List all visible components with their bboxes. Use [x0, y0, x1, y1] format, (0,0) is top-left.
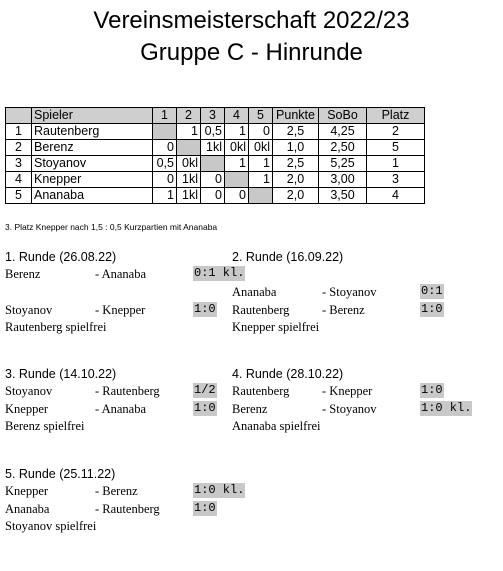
row-number: 1 [6, 124, 32, 140]
player-name: Ananaba [32, 188, 153, 204]
row-number: 2 [6, 140, 32, 156]
game-cell: 0 [153, 140, 177, 156]
col-header-platz: Platz [367, 108, 425, 124]
player-white: Berenz [232, 402, 268, 416]
round-heading: 5. Runde (25.11.22) [5, 467, 116, 481]
game-result: 1:0 kl. [421, 401, 472, 415]
player-black: - Rautenberg [95, 384, 160, 398]
game-result: 1:0 [421, 302, 443, 316]
round-4 [232, 366, 494, 434]
player-white: Knepper [5, 402, 49, 416]
game-row [5, 482, 265, 500]
self-cell [201, 156, 225, 172]
game-cell: 0,5 [153, 156, 177, 172]
row-number: 5 [6, 188, 32, 204]
player-black: - Stoyanov [322, 402, 377, 416]
col-header-spieler: Spieler [32, 108, 153, 124]
col-header-3: 3 [201, 108, 225, 124]
game-cell: 1 [249, 156, 273, 172]
col-header-sobo: SoBo [319, 108, 367, 124]
points-cell: 2,5 [273, 124, 319, 140]
game-result: 1:0 [421, 383, 443, 397]
col-header-punkte: Punkte [273, 108, 319, 124]
standings-table [5, 107, 425, 204]
game-result: 0:1 kl. [194, 266, 245, 280]
platz-cell: 2 [367, 124, 425, 140]
self-cell [153, 124, 177, 140]
game-cell: 1 [153, 188, 177, 204]
self-cell [177, 140, 201, 156]
platz-cell: 1 [367, 156, 425, 172]
sobo-cell: 4,25 [319, 124, 367, 140]
sobo-cell: 3,00 [319, 172, 367, 188]
game-cell: 0 [249, 124, 273, 140]
sobo-cell: 3,50 [319, 188, 367, 204]
game-cell: 0 [153, 172, 177, 188]
platz-cell: 3 [367, 172, 425, 188]
round-1 [5, 249, 245, 335]
col-header-1: 1 [153, 108, 177, 124]
player-white: Stoyanov [5, 384, 53, 398]
player-black: - Berenz [95, 484, 138, 498]
game-cell: 0kl [225, 140, 249, 156]
game-result: 0:1 [421, 284, 443, 298]
page-subtitle: Gruppe C - Hinrunde [140, 39, 363, 66]
game-cell: 0,5 [201, 124, 225, 140]
player-black: - Knepper [322, 384, 373, 398]
game-row [5, 382, 230, 400]
game-row [5, 500, 265, 518]
sobo-cell: 5,25 [319, 156, 367, 172]
self-cell [249, 188, 273, 204]
points-cell: 2,0 [273, 172, 319, 188]
player-black: - Ananaba [95, 267, 147, 281]
sobo-cell: 2,50 [319, 140, 367, 156]
table-row [6, 140, 425, 156]
bye-player: Rautenberg spielfrei [5, 320, 107, 334]
bye-player: Stoyanov spielfrei [5, 519, 97, 533]
platz-cell: 4 [367, 188, 425, 204]
game-row [232, 382, 494, 400]
game-cell: 1 [225, 124, 249, 140]
round-5 [5, 466, 265, 534]
points-cell: 1,0 [273, 140, 319, 156]
game-row [232, 301, 492, 319]
col-header-number [6, 108, 32, 124]
bye-player: Ananaba spielfrei [232, 419, 321, 433]
round-heading: 3. Runde (14.10.22) [5, 367, 117, 381]
table-row [6, 124, 425, 140]
game-row [232, 400, 494, 418]
game-cell: 1 [225, 156, 249, 172]
player-black: - Ananaba [95, 402, 147, 416]
col-header-2: 2 [177, 108, 201, 124]
table-header-row [6, 108, 425, 124]
game-result: 1:0 [194, 401, 216, 415]
game-cell: 0 [201, 172, 225, 188]
game-result: 1:0 [194, 501, 216, 515]
player-name: Rautenberg [32, 124, 153, 140]
round-heading: 4. Runde (28.10.22) [232, 367, 344, 381]
player-white: Stoyanov [5, 303, 53, 317]
player-name: Berenz [32, 140, 153, 156]
game-row [5, 400, 230, 418]
game-row [5, 301, 230, 319]
round-heading: 2. Runde (16.09.22) [232, 250, 344, 264]
player-white: Rautenberg [232, 303, 290, 317]
bye-player: Knepper spielfrei [232, 320, 320, 334]
player-name: Knepper [32, 172, 153, 188]
page-title: Vereinsmeisterschaft 2022/23 [93, 7, 410, 34]
player-white: Rautenberg [232, 384, 290, 398]
self-cell [225, 172, 249, 188]
game-result: 1:0 kl. [194, 483, 245, 497]
player-white: Ananaba [232, 285, 277, 299]
game-cell: 0kl [177, 156, 201, 172]
player-black: - Rautenberg [95, 502, 160, 516]
game-cell: 1 [177, 124, 201, 140]
col-header-4: 4 [225, 108, 249, 124]
player-white: Berenz [5, 267, 41, 281]
game-row [5, 265, 245, 283]
row-number: 4 [6, 172, 32, 188]
game-cell: 1kl [177, 172, 201, 188]
points-cell: 2,5 [273, 156, 319, 172]
round-heading: 1. Runde (26.08.22) [5, 250, 117, 264]
player-black: - Knepper [95, 303, 146, 317]
table-row [6, 172, 425, 188]
player-name: Stoyanov [32, 156, 153, 172]
game-cell: 0kl [249, 140, 273, 156]
game-cell: 1kl [201, 140, 225, 156]
game-result: 1:0 [194, 302, 216, 316]
game-cell: 1kl [177, 188, 201, 204]
tiebreak-note: 3. Platz Knepper nach 1,5 : 0,5 Kurzpartien mit Ananaba [5, 222, 218, 232]
player-white: Knepper [5, 484, 49, 498]
player-white: Ananaba [5, 502, 50, 516]
platz-cell: 5 [367, 140, 425, 156]
player-black: - Berenz [322, 303, 365, 317]
table-row [6, 188, 425, 204]
game-row [232, 283, 492, 301]
points-cell: 2,0 [273, 188, 319, 204]
game-cell: 0 [225, 188, 249, 204]
round-2 [232, 249, 492, 335]
game-cell: 0 [201, 188, 225, 204]
bye-player: Berenz spielfrei [5, 419, 85, 433]
game-cell: 1 [249, 172, 273, 188]
row-number: 3 [6, 156, 32, 172]
player-black: - Stoyanov [322, 285, 377, 299]
col-header-5: 5 [249, 108, 273, 124]
round-3 [5, 366, 230, 434]
table-row [6, 156, 425, 172]
game-result: 1/2 [194, 383, 216, 397]
